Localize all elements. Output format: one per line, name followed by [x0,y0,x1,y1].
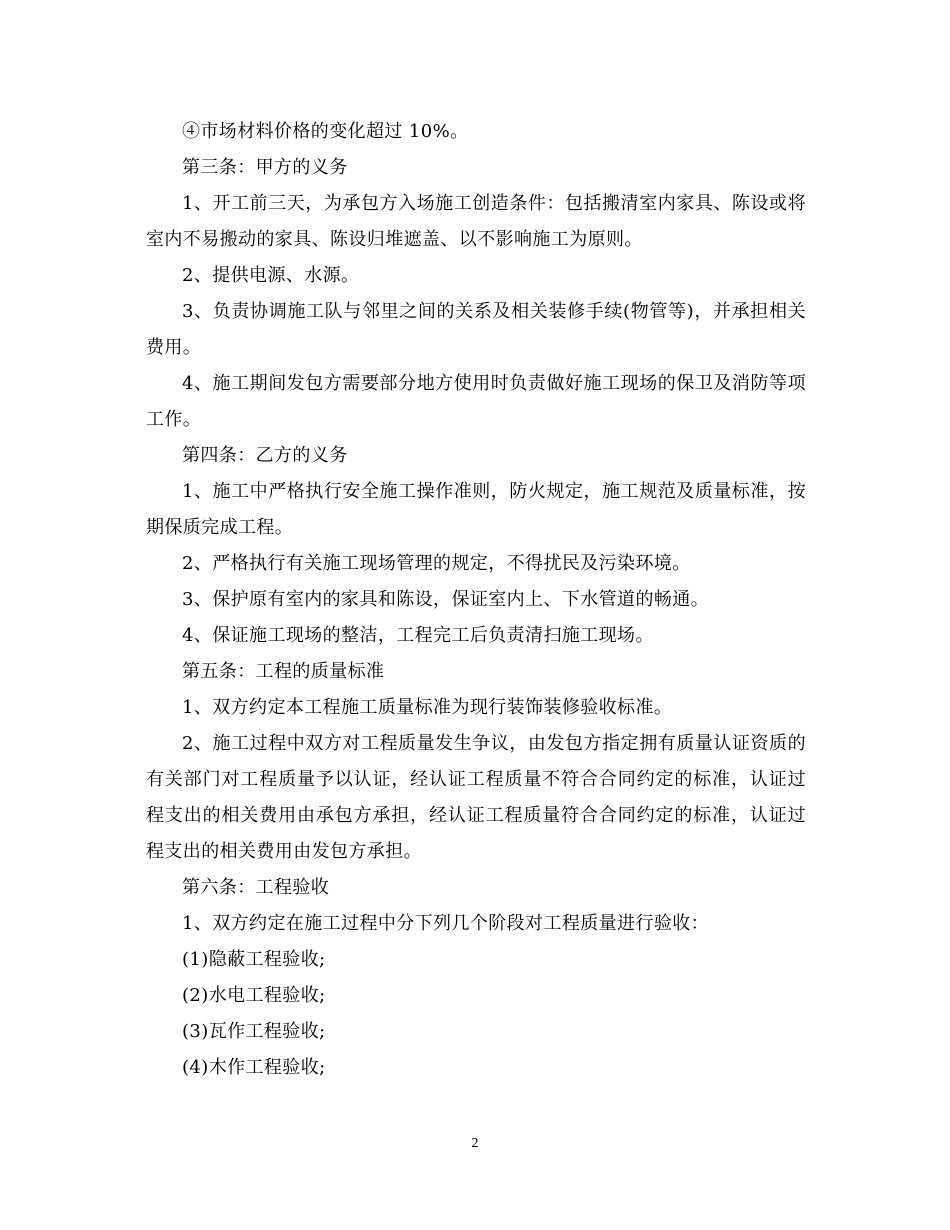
heading-article-4: 第四条：乙方的义务 [182,445,348,466]
paragraph-article-4-item-2: 2、严格执行有关施工现场管理的规定，不得扰民及污染环境。 [182,553,691,574]
page-number: 2 [471,1136,479,1151]
paragraph-article-4-item-1: 1、施工中严格执行安全施工操作准则，防火规定，施工规范及质量标准，按期保质完成工程。 [146,481,806,538]
list-item-carpentry: (4)木作工程验收; [182,1057,326,1078]
list-item-masonry: (3)瓦作工程验收; [182,1021,326,1042]
paragraph-article-4-item-4: 4、保证施工现场的整洁，工程完工后负责清扫施工现场。 [182,625,654,646]
list-item-hidden-works: (1)隐蔽工程验收; [182,949,326,970]
list-item-plumbing-electrical: (2)水电工程验收; [182,985,326,1006]
heading-article-3: 第三条：甲方的义务 [182,157,348,178]
paragraph-article-3-item-1: 1、开工前三天，为承包方入场施工创造条件：包括搬清室内家具、陈设或将室内不易搬动的家具、陈设归堆遮盖、以不影响施工为原则。 [146,193,806,250]
paragraph-article-5-item-1: 1、双方约定本工程施工质量标准为现行装饰装修验收标准。 [182,697,673,718]
paragraph-article-4-item-3: 3、保护原有室内的家具和陈设，保证室内上、下水管道的畅通。 [182,589,710,610]
heading-article-5: 第五条：工程的质量标准 [182,661,385,682]
paragraph-article-3-item-3: 3、负责协调施工队与邻里之间的关系及相关装修手续(物管等)，并承担相关费用。 [146,301,806,358]
paragraph-clause-2-item-4: ④市场材料价格的变化超过 10%。 [182,121,469,142]
paragraph-article-3-item-2: 2、提供电源、水源。 [182,265,360,286]
document-body [146,114,806,1086]
paragraph-article-5-item-2: 2、施工过程中双方对工程质量发生争议，由发包方指定拥有质量认证资质的有关部门对工程质量予以认证，经认证工程质量不符合合同约定的标准，认证过程支出的相关费用由承包方承担，经认证工程质量符合合同约定的标准，认证过程支出的相关费用由发包方承担。 [146,733,806,862]
paragraph-article-3-item-4: 4、施工期间发包方需要部分地方使用时负责做好施工现场的保卫及消防等项工作。 [146,373,806,430]
paragraph-article-6-item-1: 1、双方约定在施工过程中分下列几个阶段对工程质量进行验收： [182,913,710,934]
heading-article-6: 第六条：工程验收 [182,877,330,898]
